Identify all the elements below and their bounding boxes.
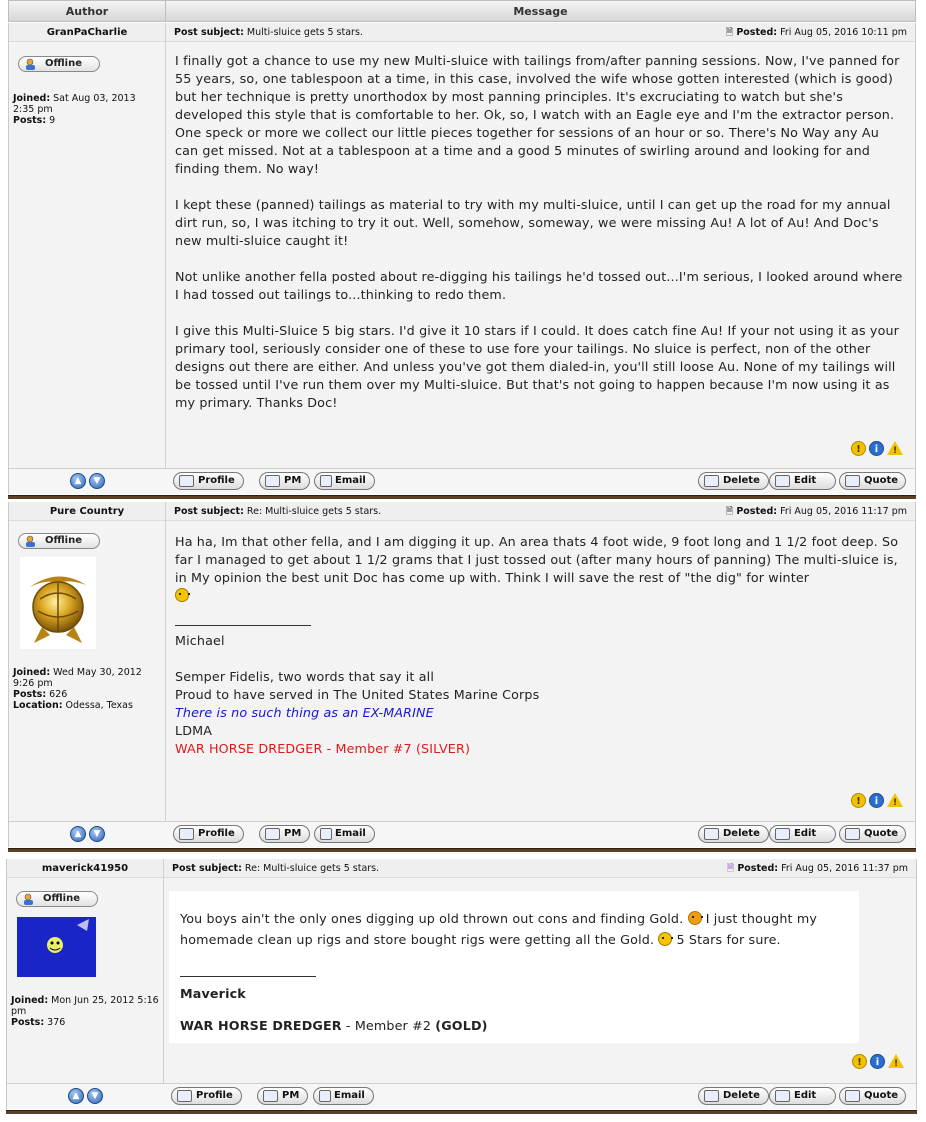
author-name[interactable]: GranPaCharlie <box>9 23 165 42</box>
location-value: Odessa, Texas <box>65 700 133 711</box>
offline-badge <box>16 891 98 907</box>
joined-value: Mon Jun 25, 2012 5:16 pm <box>11 995 159 1017</box>
paragraph: I finally got a chance to use my new Multi-sluice with tailings from/after panning sessions. Now, I've panned for 55 years, so, one tablespoon at a time, in this case, involved the wife whose gotten interested (which is good) but her technique is pretty unorthodox by most panning principles. It's excruciating to watch but she's developed this style that is comfortable to her. Ok, so, I watch with an Eagle eye and I'm the extractor person. One speck or more we collect our little pieces together for sessions of an hour or so. There's No Way any Au can get missed. Not at a tablespoon at a time and a good 5 minutes of swirling around and looking for and finding them. No way! <box>175 53 900 176</box>
message-column-header: Message <box>165 0 916 22</box>
email-icon <box>319 1090 331 1102</box>
posted-date: Fri Aug 05, 2016 11:37 pm <box>781 863 908 874</box>
author-name[interactable]: Pure Country <box>9 502 165 521</box>
edit-button[interactable]: Edit <box>769 472 836 490</box>
edit-icon <box>775 828 790 840</box>
email-icon <box>320 828 332 840</box>
email-button[interactable]: Email <box>314 825 375 843</box>
quote-button[interactable]: Quote <box>839 1087 906 1105</box>
nav-arrows <box>70 473 105 489</box>
author-panel <box>9 502 166 821</box>
info-icon[interactable]: i <box>870 1054 885 1069</box>
paragraph: I give this Multi-Sluice 5 big stars. I'd give it 10 stars if I could. It does catch fine Au! If your not using it as your primary tool, seriously consider one of these to use fore your tailings. No sluice is perfect, non of the other designs out there are either. And unless you've got them dialed-in, you'll still loose Au. None of my tailings will be tossed until I've run them over my Multi-sluice. But that's not going to happen because I'm now using it as my primary. Thanks Doc! <box>175 323 900 410</box>
sig-line-1: Semper Fidelis, two words that say it all <box>175 669 435 684</box>
info-icon[interactable]: i <box>869 793 884 808</box>
posts-label: Posts: <box>11 1017 45 1028</box>
post-text: You boys ain't the only ones digging up old thrown out cons and finding Gold. I just thought my homemade clean up rigs and store bought rigs were getting all the Gold. 5 Stars for sure. <box>180 911 818 947</box>
posts-label: Posts: <box>13 689 47 700</box>
signature-divider <box>175 625 311 626</box>
warn-icon[interactable]: ! <box>888 1054 904 1068</box>
smiley-icon <box>175 588 189 602</box>
post-body-box <box>169 891 859 1043</box>
user-icon <box>22 893 35 905</box>
post-footer <box>9 821 915 847</box>
posted-label: Posted: <box>736 506 778 517</box>
arrow-up-icon[interactable]: ▲ <box>70 826 86 842</box>
post-footer <box>9 468 915 494</box>
post-icon: 🗎 <box>726 863 735 874</box>
posted-info <box>726 23 907 42</box>
joined-value: Wed May 30, 2012 9:26 pm <box>13 667 142 689</box>
email-button[interactable]: Email <box>314 472 375 490</box>
profile-button[interactable]: Profile <box>171 1087 242 1105</box>
subject-label: Post subject: <box>174 27 244 38</box>
posted-info <box>726 502 907 521</box>
message-panel <box>166 502 915 821</box>
quote-icon <box>845 475 860 487</box>
message-panel <box>164 859 916 1083</box>
pm-icon <box>265 828 280 840</box>
post-icon: 🗎 <box>725 27 734 38</box>
post-actions-icons <box>852 1054 904 1069</box>
sig-name: Maverick <box>180 986 246 1001</box>
posted-date: Fri Aug 05, 2016 11:17 pm <box>780 506 907 517</box>
author-column-header: Author <box>8 0 166 22</box>
arrow-down-icon[interactable]: ▼ <box>89 473 105 489</box>
posts-count: 626 <box>49 689 68 700</box>
subject-bar <box>166 502 915 521</box>
sig-line-4: LDMA <box>175 723 213 738</box>
posts-count: 376 <box>47 1017 66 1028</box>
sig-line-3: There is no such thing as an EX-MARINE <box>175 705 434 720</box>
post-3 <box>6 859 917 1109</box>
pm-button[interactable]: PM <box>259 472 310 490</box>
user-icon <box>24 535 37 547</box>
delete-button[interactable]: Delete <box>698 1087 769 1105</box>
author-name[interactable]: maverick41950 <box>7 859 163 878</box>
user-icon <box>24 58 37 70</box>
message-panel <box>166 23 915 468</box>
pm-icon <box>265 475 280 487</box>
author-panel <box>7 859 164 1083</box>
posted-label: Posted: <box>736 27 778 38</box>
avatar <box>20 557 96 649</box>
pm-icon <box>263 1090 278 1102</box>
post-separator <box>8 495 916 499</box>
location-label: Location: <box>13 700 63 711</box>
subject-label: Post subject: <box>174 506 244 517</box>
subject-text: Re: Multi-sluice gets 5 stars. <box>246 506 382 517</box>
post-separator <box>6 1110 917 1114</box>
profile-button[interactable]: Profile <box>173 472 244 490</box>
email-button[interactable]: Email <box>313 1087 374 1105</box>
nav-arrows <box>68 1088 103 1104</box>
pm-button[interactable]: PM <box>257 1087 308 1105</box>
edit-icon <box>775 1090 790 1102</box>
posted-info <box>727 859 908 878</box>
pm-button[interactable]: PM <box>259 825 310 843</box>
delete-button[interactable]: Delete <box>698 472 769 490</box>
sig-name: Michael <box>175 633 225 648</box>
sig-line-1: WAR HORSE DREDGER - Member #2 (GOLD) <box>180 1018 488 1033</box>
post-body <box>175 533 905 758</box>
joined-value: Sat Aug 03, 2013 2:35 pm <box>13 93 136 115</box>
nav-arrows <box>70 826 105 842</box>
author-meta <box>13 93 153 126</box>
quote-icon <box>845 828 860 840</box>
profile-button[interactable]: Profile <box>173 825 244 843</box>
profile-icon <box>179 475 194 487</box>
post-footer <box>7 1083 916 1109</box>
subject-label: Post subject: <box>172 863 242 874</box>
avatar <box>17 917 96 977</box>
offline-badge <box>18 56 100 72</box>
arrow-down-icon[interactable]: ▼ <box>89 826 105 842</box>
sig-line-5: WAR HORSE DREDGER - Member #7 (SILVER) <box>175 741 471 756</box>
report-icon[interactable]: ! <box>851 441 866 456</box>
author-meta <box>13 667 158 711</box>
offline-badge <box>18 533 100 549</box>
subject-text: Multi-sluice gets 5 stars. <box>246 27 363 38</box>
post-body <box>175 52 905 430</box>
arrow-up-icon[interactable]: ▲ <box>70 473 86 489</box>
delete-icon <box>704 828 719 840</box>
profile-icon <box>177 1090 192 1102</box>
subject-bar <box>166 23 915 42</box>
warn-icon[interactable]: ! <box>887 441 903 455</box>
email-icon <box>320 475 332 487</box>
joined-label: Joined: <box>13 93 51 104</box>
edit-button[interactable]: Edit <box>769 1087 836 1105</box>
post-separator <box>8 848 916 852</box>
quote-button[interactable]: Quote <box>839 825 906 843</box>
quote-icon <box>845 1090 860 1102</box>
arrow-up-icon[interactable]: ▲ <box>68 1088 84 1104</box>
post-1 <box>8 23 916 494</box>
post-actions-icons <box>851 441 903 456</box>
subject-text: Re: Multi-sluice gets 5 stars. <box>244 863 380 874</box>
paragraph: Not unlike another fella posted about re-digging his tailings he'd tossed out...I'm serious, I looked around where I had tossed out tailings to...thinking to redo them. <box>175 269 903 302</box>
report-icon[interactable]: ! <box>851 793 866 808</box>
status-text: Offline <box>45 58 82 69</box>
profile-icon <box>179 828 194 840</box>
sig-line-2: Proud to have served in The United States Marine Corps <box>175 687 540 702</box>
post-body <box>180 908 851 1033</box>
arrow-down-icon[interactable]: ▼ <box>87 1088 103 1104</box>
joined-label: Joined: <box>11 995 49 1006</box>
post-text: Ha ha, Im that other fella, and I am digging it up. An area thats 4 foot wide, 9 foot long and 1 1/2 foot deep. So far I managed to get about 1 1/2 grams that I just tossed out (after many hours of panning) The multi-sluice is, in My opinion the best unit Doc has come up with. Think I will save the rest of "the dig" for winter <box>175 534 899 585</box>
smiley-icon <box>658 932 672 946</box>
paragraph: I kept these (panned) tailings as material to try with my multi-sluice, until I can get up the road for my annual dirt run, so, I was itching to try it out. Well, somehow, someway, we were missing Au! A lot of Au! And Doc's new multi-sluice caught it! <box>175 197 891 248</box>
posts-count: 9 <box>49 115 56 126</box>
author-meta <box>11 995 159 1028</box>
status-text: Offline <box>43 893 80 904</box>
subject-bar <box>164 859 916 878</box>
signature-divider <box>180 976 316 977</box>
smiley-icon <box>688 911 702 925</box>
delete-icon <box>704 475 719 487</box>
joined-label: Joined: <box>13 667 51 678</box>
edit-button[interactable]: Edit <box>769 825 836 843</box>
status-text: Offline <box>45 535 82 546</box>
post-2 <box>8 502 916 847</box>
posted-date: Fri Aug 05, 2016 10:11 pm <box>780 27 907 38</box>
posts-label: Posts: <box>13 115 47 126</box>
posted-label: Posted: <box>737 863 779 874</box>
warn-icon[interactable]: ! <box>887 793 903 807</box>
info-icon[interactable]: i <box>869 441 884 456</box>
delete-button[interactable]: Delete <box>698 825 769 843</box>
author-panel <box>9 23 166 468</box>
post-actions-icons <box>851 793 903 808</box>
delete-icon <box>704 1090 719 1102</box>
post-icon: 🗎 <box>725 506 734 517</box>
quote-button[interactable]: Quote <box>839 472 906 490</box>
report-icon[interactable]: ! <box>852 1054 867 1069</box>
edit-icon <box>775 475 790 487</box>
